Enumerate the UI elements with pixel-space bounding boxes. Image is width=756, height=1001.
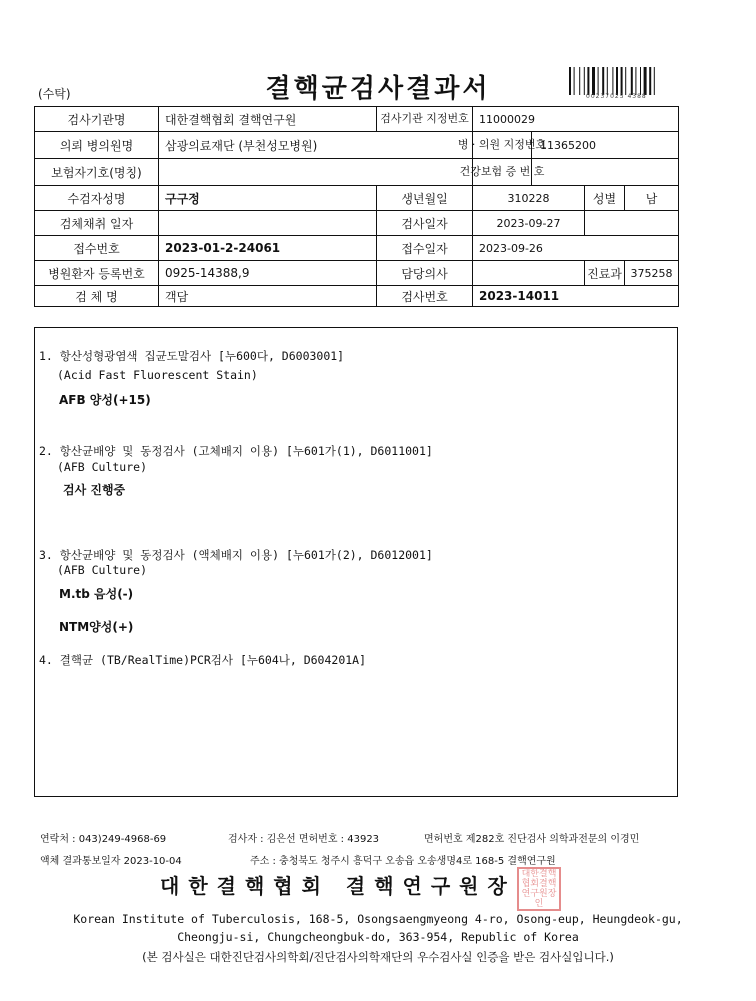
- label-hospital-code: 병 · 의원 지정번호: [473, 132, 532, 158]
- value-insurance-number: [532, 159, 540, 185]
- label-test-date: 검사일자: [377, 211, 473, 236]
- report-date: 액체 결과통보일자 2023-10-04: [40, 856, 182, 867]
- info-row: [35, 286, 679, 307]
- test-item-3-sub: (AFB Culture): [57, 563, 148, 577]
- value-patient-name: 구구정: [159, 186, 377, 211]
- org-address-english-2: Cheongju-si, Chungcheongbuk-do, 363-954, Republic of Korea: [177, 930, 579, 944]
- label-hospital: 의뢰 병의원명: [35, 132, 159, 159]
- value-specimen: 객담: [159, 286, 377, 307]
- info-row: [35, 236, 679, 261]
- certification-note: (본 검사실은 대한진단검사의학회/진단검사의학재단의 우수검사실 인증을 받은 검사실입니다.): [142, 950, 614, 964]
- value-receipt-number: 2023-01-2-24061: [159, 236, 377, 261]
- test-item-3-result-mtb: M.tb 음성(-): [59, 587, 134, 601]
- test-item-1-sub: (Acid Fast Fluorescent Stain): [57, 368, 258, 382]
- value-sex: 남: [625, 186, 679, 211]
- label-insurer: 보험자기호(명칭): [35, 159, 159, 186]
- info-row: [35, 132, 679, 159]
- value-hospital-code: 11365200: [540, 138, 596, 152]
- label-department: 진료과: [585, 261, 625, 286]
- label-lab-code: 검사기관 지정번호: [377, 107, 473, 132]
- test-item-2-sub: (AFB Culture): [57, 460, 148, 474]
- value-test-date: 2023-09-27: [473, 211, 585, 236]
- examiner-info: 검사자 : 김은선 면허번호 : 43923: [228, 834, 380, 845]
- info-table: [34, 106, 679, 307]
- label-doctor: 담당의사: [377, 261, 473, 286]
- insurance-cell: [459, 159, 679, 186]
- label-insurance-number: 건강보험 증 번 호: [473, 159, 532, 185]
- test-item-4-title: 4. 결핵균 (TB/RealTime)PCR검사 [누604나, D604201A]: [39, 653, 367, 667]
- label-patient-name: 수검자성명: [35, 186, 159, 211]
- label-lab-name: 검사기관명: [35, 107, 159, 132]
- value-hospital: 삼광의료재단 (부천성모병원): [159, 132, 473, 159]
- test-item-3-result-ntm: NTM양성(+): [59, 620, 134, 634]
- empty-cell: [585, 211, 679, 236]
- test-item-1-result: AFB 양성(+15): [59, 393, 151, 407]
- label-test-number: 검사번호: [377, 286, 473, 307]
- seal-text: 대한결핵협회결핵연구원장인: [521, 869, 557, 909]
- info-row: [35, 159, 679, 186]
- org-address-english-1: Korean Institute of Tuberculosis, 168-5, Osongsaengmyeong 4-ro, Osong-eup, Heungdeok-gu,: [73, 912, 683, 926]
- page-title: 결핵균검사결과서: [265, 74, 491, 104]
- value-lab-name: 대한결핵협회 결핵연구원: [159, 107, 377, 132]
- official-seal: [517, 867, 561, 911]
- label-receipt-date: 접수일자: [377, 236, 473, 261]
- value-department: 375258: [625, 261, 679, 286]
- barcode-number: 00237025 4388: [586, 93, 647, 100]
- value-birth-date: 310228: [473, 186, 585, 211]
- results-box: [34, 327, 678, 797]
- license-info: 면허번호 제282호 진단검사 의학과전문의 이경민: [424, 834, 640, 845]
- label-specimen: 검 체 명: [35, 286, 159, 307]
- label-patient-reg: 병원환자 등록번호: [35, 261, 159, 286]
- value-patient-reg: 0925-14388,9: [159, 261, 377, 286]
- hospital-code-cell: [457, 132, 679, 159]
- label-sex: 성별: [585, 186, 625, 211]
- contact-info: 연락처 : 043)249-4968-69: [40, 834, 167, 845]
- info-row: [35, 186, 679, 211]
- info-row: [35, 211, 679, 236]
- value-receipt-date: 2023-09-26: [473, 236, 679, 261]
- label-birth-date: 생년월일: [377, 186, 473, 211]
- copy-note: (수탁): [38, 87, 71, 101]
- value-lab-code: 11000029: [473, 107, 679, 132]
- label-receipt-number: 접수번호: [35, 236, 159, 261]
- label-collection-date: 검체채취 일자: [35, 211, 159, 236]
- value-test-number: 2023-14011: [473, 286, 679, 307]
- test-item-2-title: 2. 항산균배양 및 동정검사 (고체배지 이용) [누601가(1), D6011001]: [39, 444, 433, 458]
- test-item-3-title: 3. 항산균배양 및 동정검사 (액체배지 이용) [누601가(2), D6012001]: [39, 548, 433, 562]
- value-insurer: [159, 159, 473, 186]
- org-name-korean: 대한결핵협회 결핵연구원장: [160, 874, 516, 898]
- test-item-2-result: 검사 진행중: [63, 483, 126, 497]
- value-collection-date: [159, 211, 377, 236]
- info-row: [35, 261, 679, 286]
- test-item-1-title: 1. 항산성형광염색 집균도말검사 [누600다, D6003001]: [39, 349, 345, 363]
- value-doctor: [473, 261, 585, 286]
- address: 주소 : 충청북도 청주시 흥덕구 오송읍 오송생명4로 168-5 결핵연구원: [250, 856, 556, 867]
- info-row: [35, 107, 679, 132]
